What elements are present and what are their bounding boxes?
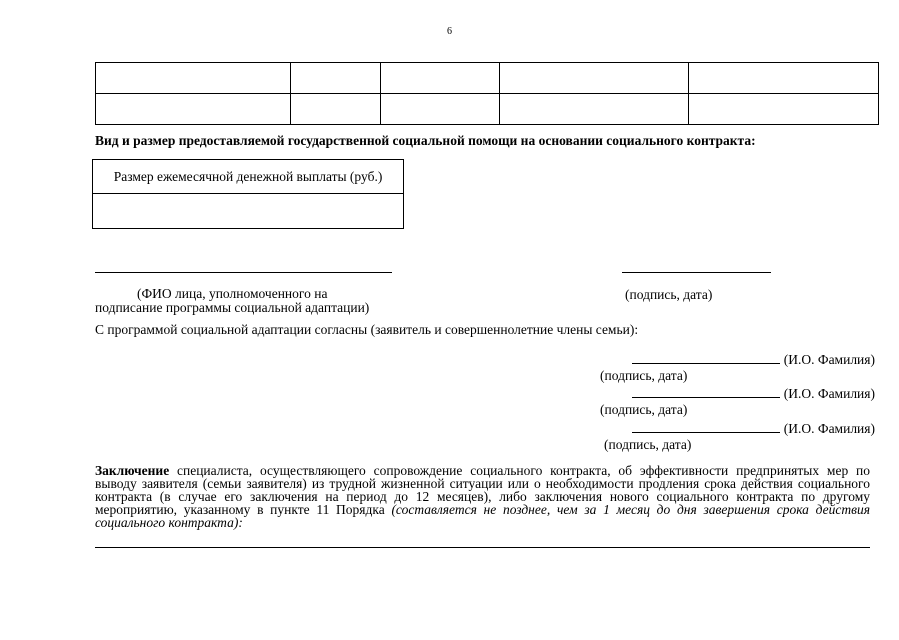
family-name-line[interactable]: [632, 419, 780, 433]
table-cell[interactable]: [689, 94, 879, 125]
date-caption: (подпись, дата): [600, 368, 688, 383]
table-cell[interactable]: [290, 94, 380, 125]
table-row: [93, 194, 404, 229]
date-caption: (подпись, дата): [604, 437, 692, 452]
table-cell[interactable]: [689, 63, 879, 94]
top-table: [95, 62, 879, 125]
family-signature-row: [600, 350, 875, 384]
family-signature-row: [600, 419, 875, 453]
payment-table: [92, 159, 404, 229]
payment-table-header: Размер ежемесячной денежной выплаты (руб.): [93, 160, 404, 194]
date-caption: (подпись, дата): [600, 402, 688, 417]
table-cell[interactable]: [96, 94, 291, 125]
official-name-caption: [95, 287, 405, 315]
official-caption-line2: подписание программы социальной адаптации): [95, 300, 370, 315]
table-cell[interactable]: [380, 94, 500, 125]
table-cell[interactable]: [96, 63, 291, 94]
family-name-line[interactable]: [632, 350, 780, 364]
official-caption-line1: (ФИО лица, уполномоченного на: [137, 286, 328, 301]
page-number: 6: [447, 26, 452, 37]
conclusion-label: Заключение: [95, 463, 170, 478]
family-signature-row: [600, 384, 875, 418]
table-row: [93, 160, 404, 194]
agreement-text: С программой социальной адаптации согласны (заявитель и совершеннолетние члены семьи):: [95, 322, 639, 337]
conclusion-text: специалиста, осуществляющего сопровождение социального контракта, об эффективности предпринятых мер по выводу заявителя (семьи заявителя) из трудной жизненной ситуации или о необходимости продления срока действия социального контракта (в случае его заключения на период до 12 месяцев), либо заключения нового социального контракта по другому мероприятию, указанному в пункте 11 Порядка: [95, 463, 870, 517]
table-row: [96, 94, 879, 125]
official-signature-line[interactable]: [622, 272, 771, 273]
family-name-line[interactable]: [632, 384, 780, 398]
name-caption: (И.О. Фамилия): [783, 421, 875, 436]
name-caption: (И.О. Фамилия): [783, 386, 875, 401]
table-cell[interactable]: [290, 63, 380, 94]
table-cell[interactable]: [500, 94, 689, 125]
section-heading: Вид и размер предоставляемой государственной социальной помощи на основании социального контракта:: [95, 133, 756, 148]
table-cell[interactable]: [380, 63, 500, 94]
official-name-line[interactable]: [95, 272, 392, 273]
conclusion-paragraph: [95, 464, 870, 529]
table-row: [96, 63, 879, 94]
conclusion-input-line[interactable]: [95, 547, 870, 548]
conclusion-note: (составляется не позднее, чем за 1 месяц до дня завершения срока действия социального контракта):: [95, 502, 870, 530]
payment-amount-field[interactable]: [93, 194, 404, 229]
official-date-caption: (подпись, дата): [625, 287, 713, 302]
table-cell[interactable]: [500, 63, 689, 94]
name-caption: (И.О. Фамилия): [783, 352, 875, 367]
